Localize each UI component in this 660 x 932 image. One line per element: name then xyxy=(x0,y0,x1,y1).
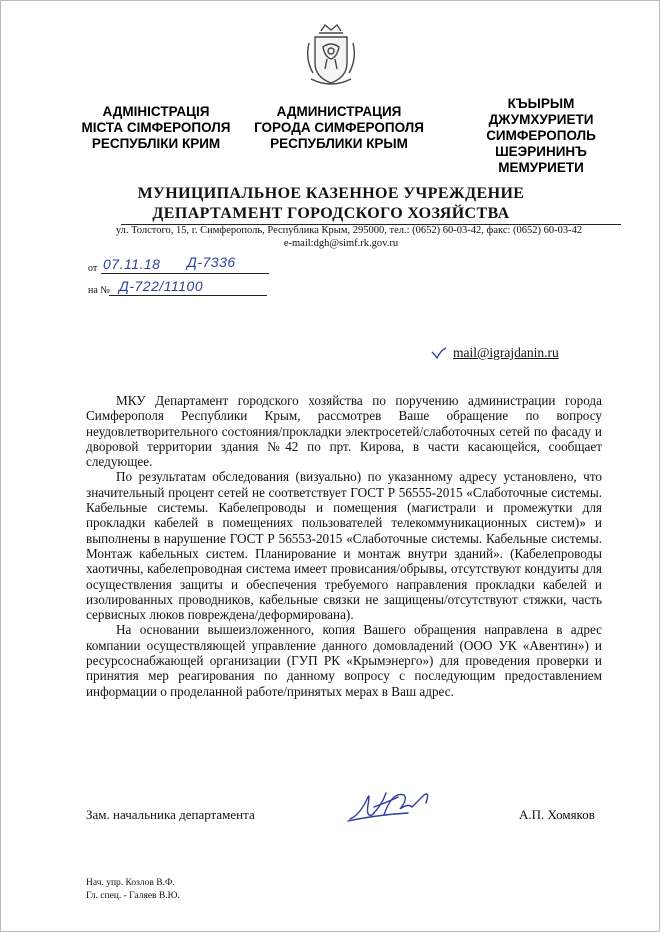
header-right-line: КЪЫРЫМ xyxy=(507,96,575,111)
header-left-line: АДМІНІСТРАЦІЯ xyxy=(102,104,210,119)
body-paragraph: По результатам обследования (визуально) по указанному адресу установлено, что значительный процент сетей не соответствует ГОСТ Р 56555-2015 «Слаботочные системы. Кабельные системы. Кабелепроводы и помещения (магистрали и промежутки для прокладки кабелей в помещениях пользователей телекоммуникационных систем)» и выполнены в нарушение ГОСТ Р 56553-2015 «Слаботочные системы. Кабельные системы. Монтаж кабельных систем. Планирование и монтаж внутри зданий». (Кабелепроводы хаотичны, кабелепроводная система имеет провисания/обрывы, отсутствуют кондуиты для осуществления защиты и обеспечения требуемого направления прокладки кабелей и изолированных проводников, кабельные связки не защищены/отсутствуют стяжки, часть сервисных люков повреждена/деформирована). xyxy=(86,469,602,623)
org-name-line2: ДЕПАРТАМЕНТ ГОРОДСКОГО ХОЗЯЙСТВА xyxy=(152,205,510,222)
org-address: ул. Толстого, 15, г. Симферополь, Республика Крым, 295000, тел.: (0652) 60-03-42, факс: (0652) 60-03-42 xyxy=(115,225,583,236)
executor-line: Нач. упр. Козлов В.Ф. xyxy=(86,878,175,888)
handwritten-ref-number: Д-722/11100 xyxy=(119,278,204,294)
check-mark-icon xyxy=(431,347,447,359)
header-center-line: АДМИНИСТРАЦИЯ xyxy=(276,104,402,119)
org-name-line1: МУНИЦИПАЛЬНОЕ КАЗЕННОЕ УЧРЕЖДЕНИЕ xyxy=(137,185,525,202)
handwritten-number: Д-7336 xyxy=(187,254,236,270)
signatory-position: Зам. начальника департамента xyxy=(86,807,255,822)
header-left-line: РЕСПУБЛІКИ КРИМ xyxy=(91,136,221,151)
header-crimean-tatar xyxy=(461,96,621,176)
org-email: e-mail:dgh@simf.rk.gov.ru xyxy=(283,238,399,249)
from-underline xyxy=(101,273,269,274)
body-paragraph: На основании вышеизложенного, копия Вашего обращения направлена в адрес компании осуществляющей управление данного домовладений (ООО УК «Авентин») и ресурсоснабжающей организации (ГУП РК «Крымэнерго») для проведения проверки и принятия мер реагирования по данному вопросу с последующим предоставлением информации о проделанной работе/принятых мерах в Ваш адрес. xyxy=(86,622,602,699)
recipient-email[interactable]: mail@igrajdanin.ru xyxy=(453,345,559,360)
header-right-line: МЕМУРИЕТИ xyxy=(498,160,584,175)
from-label: от xyxy=(88,263,98,274)
header-left-line: МІСТА СІМФЕРОПОЛЯ xyxy=(81,120,231,135)
ref-label: на № xyxy=(88,285,110,296)
handwritten-date: 07.11.18 xyxy=(103,256,161,272)
header-ukrainian xyxy=(71,104,241,152)
letter-body xyxy=(86,393,602,699)
body-paragraph: МКУ Департамент городского хозяйства по поручению администрации города Симферополя Республики Крым, рассмотрев Ваше обращение по вопросу неудовлетворительного состояния/прокладки электросетей/слаботочных сетей по фасаду и дворовой территории здания №42 по прт. Кирова, в части касающейся, сообщает следующее. xyxy=(86,393,602,470)
handwritten-signature-icon xyxy=(346,785,434,827)
header-right-line: ДЖУМХУРИЕТИ xyxy=(488,112,594,127)
header-center-line: ГОРОДА СИМФЕРОПОЛЯ xyxy=(254,120,424,135)
header-center-line: РЕСПУБЛИКИ КРЫМ xyxy=(270,136,408,151)
header-right-line: СИМФЕРОПОЛЬ xyxy=(486,128,596,143)
ref-underline xyxy=(109,295,267,296)
header-right-line: ШЕЭРИНИНЪ xyxy=(495,144,587,159)
coat-of-arms-icon xyxy=(303,23,359,91)
executor-line: Гл. спец. - Галяев В.Ю. xyxy=(86,891,180,901)
header-russian xyxy=(249,104,429,152)
signatory-name: А.П. Хомяков xyxy=(519,807,595,822)
